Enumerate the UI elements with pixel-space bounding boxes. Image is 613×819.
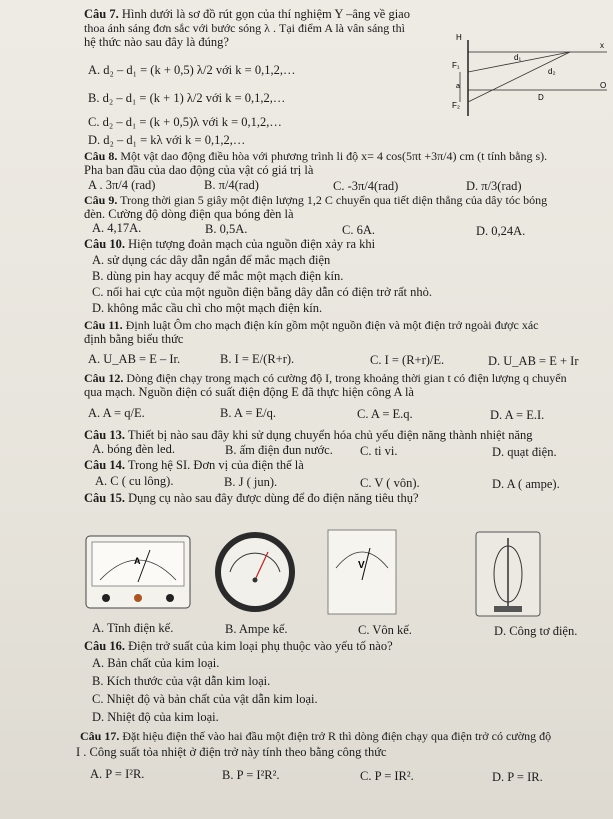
q8-line1: Câu 8. Một vật dao động điều hòa với phương trình li độ x= 4 cos(5πt +3π/4) cm (t tính bằng s). bbox=[84, 149, 548, 163]
q9-option-a: A. 4,17A. bbox=[92, 221, 142, 235]
q12-option-c: C. A = E.q. bbox=[357, 407, 413, 421]
q16-option-b: B. Kích thước của vật dẫn kim loại. bbox=[92, 674, 271, 688]
q7-option-a: A. d₂ – d₁ = (k + 0,5) λ/2 với k = 0,1,2,… bbox=[88, 63, 296, 77]
q9-line1: Câu 9. Trong thời gian 5 giây một điện lượng 1,2 C chuyển qua tiết diện thẳng của dây tóc bóng bbox=[84, 193, 548, 207]
q12-option-d: D. A = E.I. bbox=[490, 408, 545, 422]
q12-option-a: A. A = q/E. bbox=[88, 406, 145, 420]
q15-option-a: A. Tĩnh điện kế. bbox=[92, 621, 174, 635]
voltmeter-image bbox=[326, 528, 398, 616]
q17-line1: Câu 17. Đặt hiệu điện thế vào hai đầu một điện trở R thì dòng điện chạy qua điện trở có cường độ bbox=[80, 729, 552, 743]
q8-option-a: A . 3π/4 (rad) bbox=[88, 178, 156, 192]
q11-option-c: C. I = (R+r)/E. bbox=[370, 353, 445, 367]
q17-option-c: C. P = IR². bbox=[360, 769, 414, 783]
q11-line1: Câu 11. Định luật Ôm cho mạch điện kín gồm một nguồn điện và một điện trở ngoài được xác bbox=[84, 318, 539, 332]
q10-option-a: A. sử dụng các dây dẫn ngắn để mắc mạch điện bbox=[92, 253, 331, 267]
q17-line2: I . Công suất tỏa nhiệt ở điện trở này tính theo bằng công thức bbox=[76, 745, 387, 759]
q16-line1: Câu 16. Điện trở suất của kim loại phụ thuộc vào yếu tố nào? bbox=[84, 639, 393, 653]
q14-option-b: B. J ( jun). bbox=[224, 475, 278, 489]
q9-option-d: D. 0,24A. bbox=[476, 224, 526, 238]
q13-option-b: B. ấm điện đun nước. bbox=[225, 443, 333, 457]
q11-line2: định bằng biểu thức bbox=[84, 332, 184, 346]
label-h: H bbox=[456, 33, 462, 42]
q8-option-c: C. -3π/4(rad) bbox=[333, 179, 399, 193]
q13-option-a: A. bóng đèn led. bbox=[92, 442, 175, 456]
electricity-meter-image bbox=[468, 528, 548, 620]
q15-option-b: B. Ampe kế. bbox=[225, 622, 288, 636]
q10-line1: Câu 10. Hiện tượng đoản mạch của nguồn điện xảy ra khi bbox=[84, 237, 376, 251]
q7-line2: thoa ánh sáng đơn sắc với bước sóng λ . Tại điểm A là vân sáng thì bbox=[84, 21, 405, 35]
q13-option-c: C. ti vi. bbox=[360, 444, 398, 458]
q11-option-d: D. U_AB = E + Ir bbox=[488, 354, 579, 368]
q8-option-b: B. π/4(rad) bbox=[204, 178, 259, 192]
q9-line2: đèn. Cường độ dòng điện qua bóng đèn là bbox=[84, 207, 294, 221]
q15-option-d: D. Công tơ điện. bbox=[494, 624, 578, 638]
ammeter-image bbox=[208, 528, 303, 616]
q10-option-c: C. nối hai cực của một nguồn điện bằng dây dẫn có điện trở rất nhỏ. bbox=[92, 285, 433, 299]
q17-option-d: D. P = IR. bbox=[492, 770, 543, 784]
label-x: x bbox=[600, 41, 604, 50]
q13-line1: Câu 13. Thiết bị nào sau đây khi sử dụng chuyển hóa chủ yếu điện năng thành nhiệt năng bbox=[84, 428, 533, 442]
q14-option-c: C. V ( vôn). bbox=[360, 476, 420, 490]
q12-line1: Câu 12. Dòng điện chạy trong mạch có cường độ I, trong khoảng thời gian t có điện lượng q chuyển bbox=[84, 371, 567, 385]
q10-option-b: B. dùng pin hay acquy để mắc một mạch điện kín. bbox=[92, 269, 344, 283]
q10-option-d: D. không mắc cầu chì cho một mạch điện kín. bbox=[92, 301, 323, 315]
label-f1: F₁ bbox=[452, 61, 460, 70]
label-o: O bbox=[600, 81, 607, 90]
q7-option-c: C. d₂ – d₁ = (k + 0,5)λ với k = 0,1,2,… bbox=[88, 115, 282, 129]
q15-line1: Câu 15. Dụng cụ nào sau đây được dùng để đo điện năng tiêu thụ? bbox=[84, 491, 419, 505]
label-d1: d₁ bbox=[514, 53, 522, 62]
young-experiment-diagram bbox=[452, 28, 612, 120]
q7-option-d: D. d₂ – d₁ = kλ với k = 0,1,2,… bbox=[88, 133, 246, 147]
q9-option-c: C. 6A. bbox=[342, 223, 375, 237]
q8-line2: Pha ban đầu của dao động của vật có giá trị là bbox=[84, 163, 314, 177]
q9-option-b: B. 0,5A. bbox=[205, 222, 248, 236]
q14-option-a: A. C ( cu lông). bbox=[95, 474, 174, 488]
q17-option-b: B. P = I²R². bbox=[222, 768, 280, 782]
label-d: D bbox=[538, 93, 544, 102]
q14-option-d: D. A ( ampe). bbox=[492, 477, 560, 491]
q8-option-d: D. π/3(rad) bbox=[466, 179, 522, 193]
volt-letter-v: V bbox=[358, 560, 365, 571]
q7-option-b: B. d₂ – d₁ = (k + 1) λ/2 với k = 0,1,2,… bbox=[88, 91, 286, 105]
q7-line3: hệ thức nào sau đây là đúng? bbox=[84, 35, 229, 49]
label-d2: d₂ bbox=[548, 67, 556, 76]
q17-option-a: A. P = I²R. bbox=[90, 767, 145, 781]
q15-option-c: C. Vôn kế. bbox=[358, 623, 412, 637]
q16-option-d: D. Nhiệt độ của kim loại. bbox=[92, 710, 219, 724]
q7-line1: Câu 7. Hình dưới là sơ đồ rút gọn của thí nghiệm Y –âng về giao bbox=[84, 7, 410, 21]
galvanometer-image bbox=[84, 520, 194, 612]
q14-line1: Câu 14. Trong hệ SI. Đơn vị của điện thế là bbox=[84, 458, 304, 472]
q12-line2: qua mạch. Nguồn điện có suất điện động E đã thực hiện công A là bbox=[84, 385, 414, 399]
q16-option-a: A. Bản chất của kim loại. bbox=[92, 656, 220, 670]
label-f2: F₂ bbox=[452, 101, 460, 110]
q12-option-b: B. A = E/q. bbox=[220, 406, 277, 420]
meter-letter-a: A bbox=[134, 556, 141, 566]
label-a: a bbox=[456, 83, 460, 90]
q16-option-c: C. Nhiệt độ và bản chất của vật dẫn kim loại. bbox=[92, 692, 318, 706]
q11-option-b: B. I = E/(R+r). bbox=[220, 352, 295, 366]
q11-option-a: A. U_AB = E – Ir. bbox=[88, 352, 181, 366]
q13-option-d: D. quạt điện. bbox=[492, 445, 557, 459]
